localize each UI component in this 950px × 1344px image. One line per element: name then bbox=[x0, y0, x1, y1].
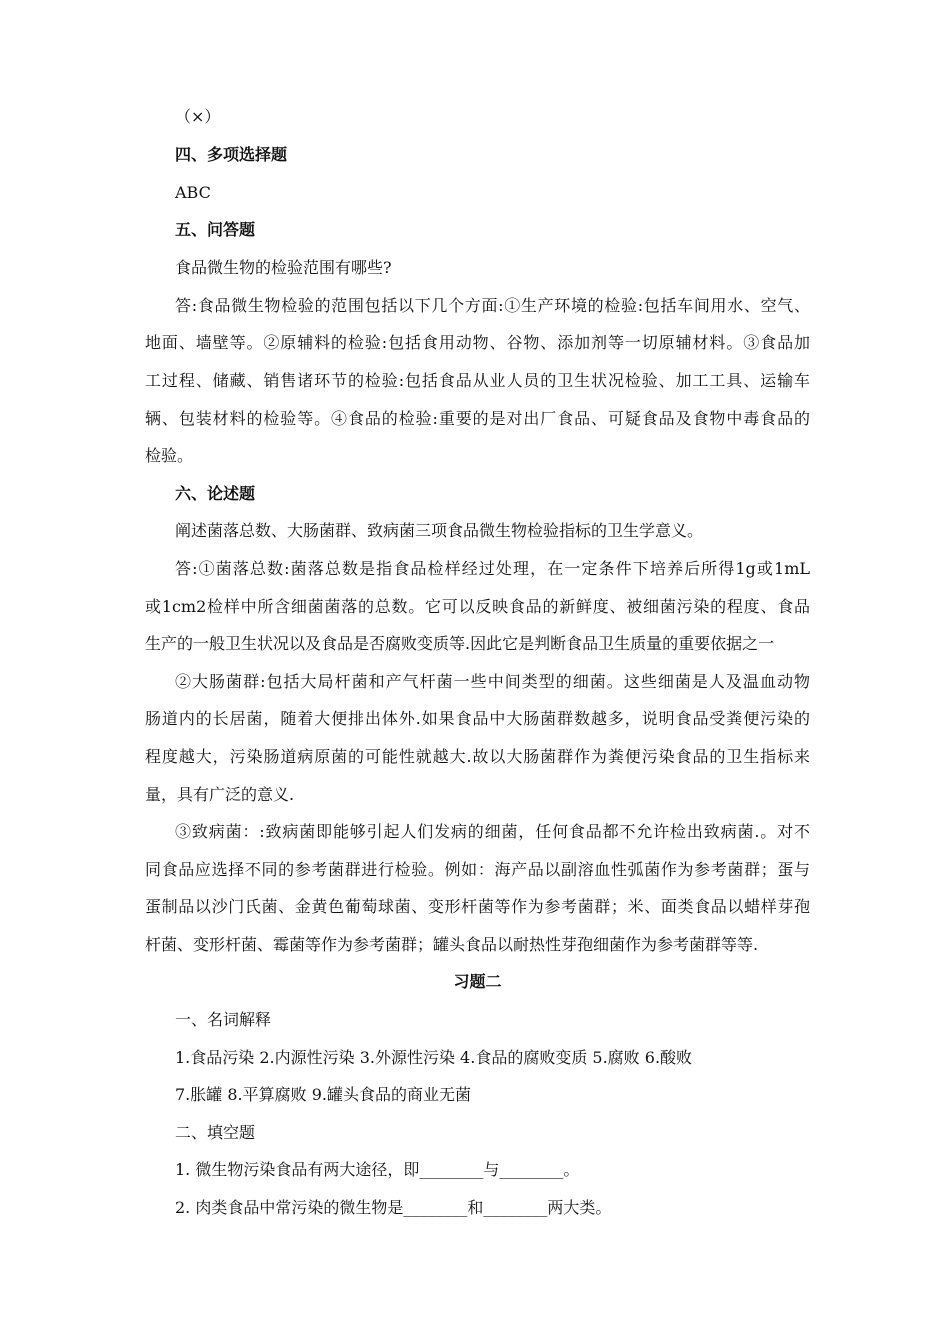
essay-answer-line: 量，具有广泛的意义. bbox=[145, 785, 295, 804]
qa-answer-line: 工过程、储藏、销售诸环节的检验:包括食品从业人员的卫生状况检验、加工工具、运输车 bbox=[145, 371, 810, 390]
essay-question: 阐述菌落总数、大肠菌群、致病菌三项食品微生物检验指标的卫生学意义。 bbox=[175, 521, 704, 540]
terms-line: 7.胀罐 8.平算腐败 9.罐头食品的商业无菌 bbox=[175, 1085, 471, 1104]
fill-blank-question: 1. 微生物污染食品有两大途径，即________与________。 bbox=[175, 1160, 580, 1179]
multiple-choice-answer: ABC bbox=[175, 183, 211, 202]
section-heading-multiple-choice: 四、多项选择题 bbox=[175, 145, 288, 164]
qa-answer-line: 地面、墙壁等。②原辅料的检验:包括食用动物、谷物、添加剂等一切原辅材料。③食品加 bbox=[145, 333, 810, 352]
qa-answer-line: 检验。 bbox=[145, 446, 194, 465]
fill-blank-question: 2. 肉类食品中常污染的微生物是________和________两大类。 bbox=[175, 1198, 612, 1217]
essay-answer-line: 生产的一般卫生状况以及食品是否腐败变质等.因此它是判断食品卫生质量的重要依据之一 bbox=[145, 634, 775, 653]
qa-answer-line: 答:食品微生物检验的范围包括以下几个方面:①生产环境的检验:包括车间用水、空气、 bbox=[175, 296, 810, 315]
essay-answer-line: 答:①菌落总数:菌落总数是指食品检样经过处理，在一定条件下培养后所得1g或1mL bbox=[175, 559, 810, 578]
section-heading-essay: 六、论述题 bbox=[175, 484, 256, 503]
essay-answer-line: 程度越大，污染肠道病原菌的可能性就越大.故以大肠菌群作为粪便污染食品的卫生指标来 bbox=[145, 747, 810, 766]
section-heading-terms: 一、名词解释 bbox=[175, 1010, 272, 1029]
essay-answer-line: ②大肠菌群:包括大局杆菌和产气杆菌一些中间类型的细菌。这些细菌是人及温血动物 bbox=[175, 672, 810, 691]
exercise-title: 习题二 bbox=[453, 972, 502, 991]
essay-answer-line: ③致病菌：:致病菌即能够引起人们发病的细菌，任何食品都不允许检出致病菌.。对不 bbox=[175, 822, 810, 841]
essay-answer-line: 肠道内的长居菌，随着大便排出体外.如果食品中大肠菌群数越多，说明食品受粪便污染的 bbox=[145, 709, 810, 728]
essay-answer-line: 或1cm2检样中所含细菌菌落的总数。它可以反映食品的新鲜度、被细菌污染的程度、食品 bbox=[145, 597, 810, 616]
qa-answer-line: 辆、包装材料的检验等。④食品的检验:重要的是对出厂食品、可疑食品及食物中毒食品的 bbox=[145, 409, 810, 428]
qa-question: 食品微生物的检验范围有哪些? bbox=[175, 258, 392, 277]
essay-answer-line: 杆菌、变形杆菌、霉菌等作为参考菌群；罐头食品以耐热性芽孢细菌作为参考菌群等等. bbox=[145, 935, 759, 954]
section-heading-qa: 五、问答题 bbox=[175, 220, 256, 239]
essay-answer-line: 同食品应选择不同的参考菌群进行检验。例如：海产品以副溶血性弧菌作为参考菌群；蛋与 bbox=[145, 860, 810, 879]
terms-line: 1.食品污染 2.内源性污染 3.外源性污染 4.食品的腐败变质 5.腐败 6.酸败 bbox=[175, 1048, 693, 1067]
essay-answer-line: 蛋制品以沙门氏菌、金黄色葡萄球菌、变形杆菌等作为参考菌群；米、面类食品以蜡样芽孢 bbox=[145, 897, 810, 916]
section-heading-fill-blank: 二、填空题 bbox=[175, 1123, 256, 1142]
answer-mark: （×） bbox=[175, 107, 221, 126]
